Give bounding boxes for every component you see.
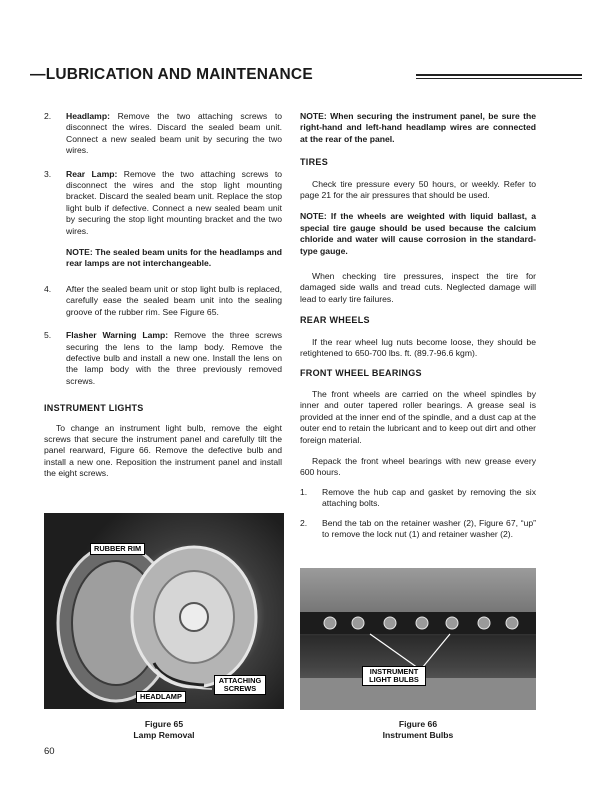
tires-inspection-text: When checking tire pressures, inspect the tire for damaged side walls and tread cuts. Neglected damage will lead to early tire failures. [300, 271, 536, 304]
front-wheel-repack-text: Repack the front wheel bearings with new grease every 600 hours. [300, 455, 536, 478]
list-item-number: 5. [44, 330, 52, 341]
page-number: 60 [44, 746, 55, 757]
list-item-body: Remove the three screws securing the lens to the lamp body. Remove the defective bulb and install a new one. Install the lens on the lamp body with the three previously removed screws. [66, 330, 282, 386]
list-item-lead: Headlamp: [66, 111, 110, 121]
header-rule [416, 74, 582, 79]
list-item [44, 169, 282, 237]
list-item-body: Remove the two attaching screws to disconnect the wires and the stop light mounting bracket. Discard the sealed beam unit. Replace the stop light bulb if defective. Connect a new sealed beam unit by securing the stop light mounting bracket and the two wires. [66, 168, 282, 236]
list-item-number: 1. [300, 486, 308, 497]
figure-65-photo [44, 513, 284, 709]
note-instrument-panel: NOTE: When securing the instrument panel, be sure the right-hand and left-hand headlamp wires are connected at the rear of the panel. [300, 111, 536, 144]
list-item-text [66, 169, 282, 237]
list-item-text [66, 330, 282, 387]
right-column [300, 111, 536, 540]
figure-66-caption [300, 719, 536, 741]
list-item-number: 2. [44, 111, 52, 121]
front-wheel-text: The front wheels are carried on the wheel spindles by inner and outer tapered roller bearings. A grease seal is provided at the inner end of the spindle, and a dust cap at the outer end to retain the lubricant and to keep out dirt and other foreign material. [300, 388, 536, 445]
list-item-text: Remove the hub cap and gasket by removing the six attaching bolts. [322, 486, 536, 509]
list-item-text [66, 284, 282, 318]
list-item-body: Remove the two attaching screws to disconnect the wires. Discard the sealed beam unit. Connect a new sealed beam unit by securing the two wires. [66, 111, 282, 156]
list-item-lead: Rear Lamp: [66, 168, 118, 179]
label-rubber-rim: RUBBER RIM [90, 543, 145, 555]
label-instrument-light-bulbs [362, 666, 426, 686]
section-heading-tires: TIRES [300, 157, 329, 168]
list-item-text: Bend the tab on the retainer washer (2), Figure 67, “up” to remove the lock nut (1) and retainer washer (2). [322, 517, 536, 539]
figure-66-title: Instrument Bulbs [382, 730, 454, 740]
left-column [44, 111, 282, 480]
rear-wheels-text: If the rear wheel lug nuts become loose, they should be retightened to 650-700 lbs. ft. (89.7-96.6 kgm). [300, 336, 536, 359]
label-attaching-screws [214, 675, 266, 695]
instrument-panel-illustration [300, 568, 536, 710]
section-heading-front-wheel-bearings: FRONT WHEEL BEARINGS [300, 367, 422, 378]
list-item-body: After the sealed beam unit or stop light bulb is replaced, carefully ease the sealed beam unit into the sealing groove of the rubber rim. See Figure 65. [66, 283, 282, 317]
section-heading-instrument-lights: INSTRUMENT LIGHTS [44, 403, 144, 414]
figure-66-photo [300, 568, 536, 710]
list-item [44, 284, 282, 318]
list-item [44, 111, 282, 157]
list-item-number: 4. [44, 283, 52, 294]
tires-text: Check tire pressure every 50 hours, or weekly. Refer to page 21 for the air pressures that should be used. [300, 178, 536, 201]
list-item-number: 2. [300, 517, 308, 528]
figure-65-caption [44, 719, 284, 741]
list-item-lead: Flasher Warning Lamp: [66, 330, 169, 341]
figure-65-number: Figure 65 [144, 719, 184, 729]
instrument-lights-text: To change an instrument light bulb, remove the eight screws that secure the instrument panel and carefully tilt the panel rearward, Figure 66. Remove the defective bulb and install a new one. Reposition the instrument panel and install the eight screws. [44, 422, 282, 479]
list-item-number: 3. [44, 168, 52, 179]
list-item [300, 518, 536, 541]
page-header [30, 66, 582, 86]
note-sealed-beam: NOTE: The sealed beam units for the headlamps and rear lamps are not interchangeable. [66, 247, 282, 269]
list-item [300, 487, 536, 510]
section-heading-rear-wheels: REAR WHEELS [300, 315, 370, 326]
figure-66-number: Figure 66 [398, 719, 438, 729]
page-header-title: —LUBRICATION AND MAINTENANCE [30, 66, 313, 83]
list-item [44, 330, 282, 387]
label-instrument-light-bulbs-text: INSTRUMENT LIGHT BULBS [369, 667, 419, 684]
list-item-text [66, 111, 282, 157]
figure-65-title: Lamp Removal [133, 730, 195, 740]
note-tires: NOTE: If the wheels are weighted with liquid ballast, a special tire gauge should be used because the calcium chloride and water will cause corrosion in the standard-type gauge. [300, 211, 536, 256]
label-headlamp: HEADLAMP [136, 691, 186, 703]
label-attaching-screws-text: ATTACHING SCREWS [218, 676, 262, 693]
